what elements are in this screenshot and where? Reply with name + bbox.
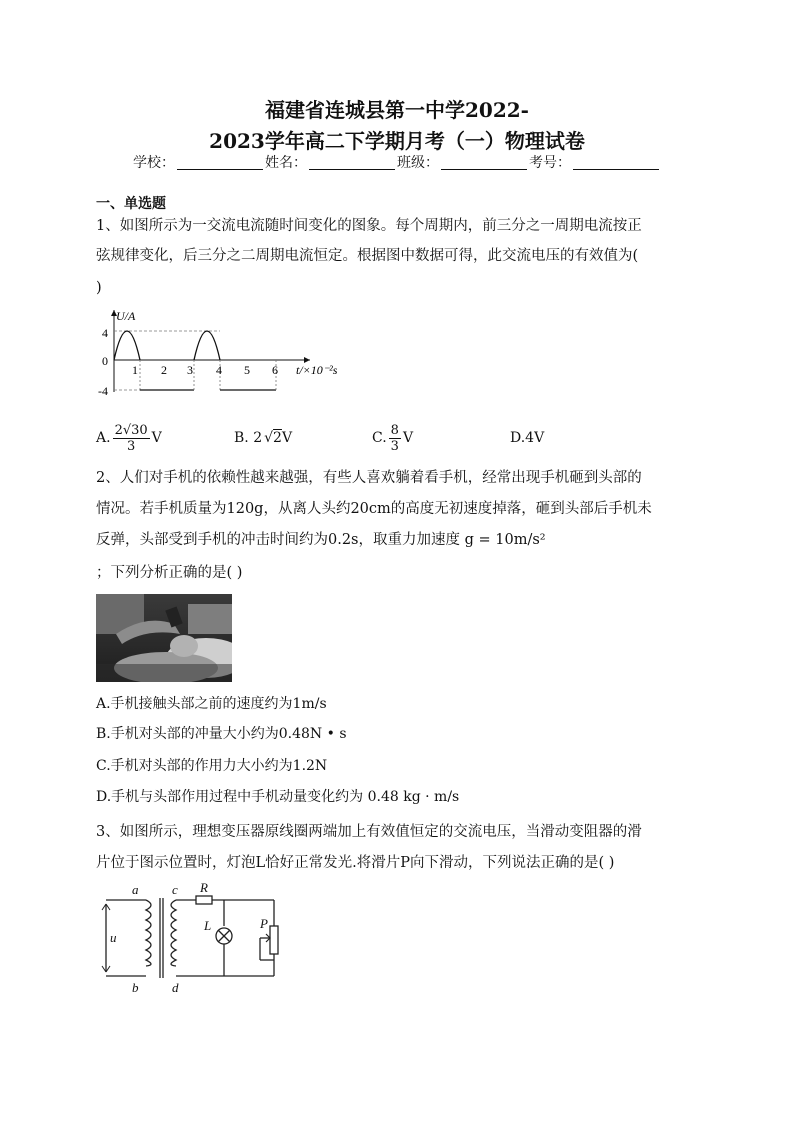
q1-option-d-text: D.4V xyxy=(510,430,545,446)
q3-label-R: R xyxy=(200,880,208,895)
q1-option-a[interactable] xyxy=(96,418,162,458)
class-label: 班级： xyxy=(397,155,439,171)
q3-label-d: d xyxy=(172,980,179,994)
q1-graph-xtick-3: 3 xyxy=(187,363,193,377)
q1-graph-xtick-4: 4 xyxy=(216,363,222,377)
q3-label-P: P xyxy=(260,916,268,931)
q1-text-line3: ) xyxy=(96,280,102,296)
q1-graph-xtick-6: 6 xyxy=(272,363,278,377)
q2-option-c[interactable]: C.手机对头部的作用力大小约为1.2N xyxy=(96,758,328,774)
q1-option-a-prefix: A. xyxy=(96,430,111,446)
q1-graph-xlabel: t/×10⁻²s xyxy=(296,363,338,377)
q2-text-line1: 2、人们对手机的依赖性越来越强，有些人喜欢躺着看手机，经常出现手机砸到头部的 xyxy=(96,470,642,486)
q3-transformer-circuit xyxy=(96,880,296,994)
q1-graph-xtick-1: 1 xyxy=(132,363,138,377)
q2-text-line2: 情况。若手机质量为120g，从离人头约20cm的高度无初速度掉落，砸到头部后手机未 xyxy=(96,501,652,517)
q2-option-b[interactable]: B.手机对头部的冲量大小约为0.48N • s xyxy=(96,726,347,742)
q1-text-line2: 弦规律变化，后三分之二周期电流恒定。根据图中数据可得，此交流电压的有效值为( xyxy=(96,248,639,264)
class-blank[interactable] xyxy=(441,155,527,170)
q1-graph-ytick-4: 4 xyxy=(102,326,108,340)
exam-title-line1: 福建省连城县第一中学2022- xyxy=(265,98,529,122)
q2-phone-photo xyxy=(96,594,232,682)
q3-label-L: L xyxy=(204,918,212,933)
q3-text-line2: 片位于图示位置时，灯泡L恰好正常发光.将滑片P向下滑动，下列说法正确的是( ) xyxy=(96,855,615,871)
q1-graph-xtick-5: 5 xyxy=(244,363,250,377)
q1-options xyxy=(96,418,696,458)
q1-graph-ytick-neg4: -4 xyxy=(98,384,108,398)
q1-text-line1: 1、如图所示为一交流电流随时间变化的图象。每个周期内，前三分之一周期电流按正 xyxy=(96,218,642,234)
q1-option-b-unit: V xyxy=(281,430,293,446)
q1-option-a-denominator: 3 xyxy=(126,438,136,454)
name-blank[interactable] xyxy=(309,155,395,170)
q1-graph-xtick-2: 2 xyxy=(161,363,167,377)
q1-option-c-denominator: 3 xyxy=(390,438,399,454)
q3-text-line1: 3、如图所示，理想变压器原线圈两端加上有效值恒定的交流电压，当滑动变阻器的滑 xyxy=(96,824,642,840)
q1-option-c-unit: V xyxy=(402,430,414,446)
exam-number-blank[interactable] xyxy=(573,155,659,170)
q1-option-c-fraction xyxy=(389,423,401,454)
q1-option-b-prefix: B. 2 xyxy=(234,430,263,446)
q1-option-b[interactable]: B. 2 √ 2 V xyxy=(234,430,293,446)
q1-option-c[interactable] xyxy=(372,418,413,458)
q2-text-line3: 反弹，头部受到手机的冲击时间约为0.2s，取重力加速度 g = 10m/s² xyxy=(96,532,546,548)
q1-option-a-unit: V xyxy=(151,430,162,446)
q2-option-d[interactable]: D.手机与头部作用过程中手机动量变化约为 0.48 kg · m/s xyxy=(96,789,460,805)
q1-graph-ylabel: U/A xyxy=(116,309,136,323)
student-info-row xyxy=(0,153,794,173)
q1-current-time-graph xyxy=(96,302,366,404)
q3-label-b: b xyxy=(132,980,139,994)
q2-text-line4: ；下列分析正确的是( ) xyxy=(96,565,243,581)
q2-option-a[interactable]: A.手机接触头部之前的速度约为1m/s xyxy=(96,696,327,712)
q1-option-c-numerator: 8 xyxy=(390,422,399,438)
q1-option-a-numerator: 2√30 xyxy=(114,422,148,438)
exam-title-line2: 2023学年高二下学期月考（一）物理试卷 xyxy=(209,129,585,153)
q3-label-u: u xyxy=(110,930,117,945)
q1-option-d[interactable] xyxy=(510,418,544,458)
name-label: 姓名： xyxy=(265,155,307,171)
school-label: 学校： xyxy=(133,155,175,171)
q1-graph-ytick-0: 0 xyxy=(102,354,108,368)
school-blank[interactable] xyxy=(177,155,263,170)
q1-option-c-prefix: C. xyxy=(372,430,387,446)
q1-option-a-fraction xyxy=(113,423,150,454)
q3-label-c: c xyxy=(172,882,178,897)
section-title: 一、单选题 xyxy=(96,196,166,212)
q3-label-a: a xyxy=(132,882,139,897)
q1-option-b-radicand: 2 xyxy=(273,430,282,446)
exam-number-label: 考号： xyxy=(529,155,571,171)
